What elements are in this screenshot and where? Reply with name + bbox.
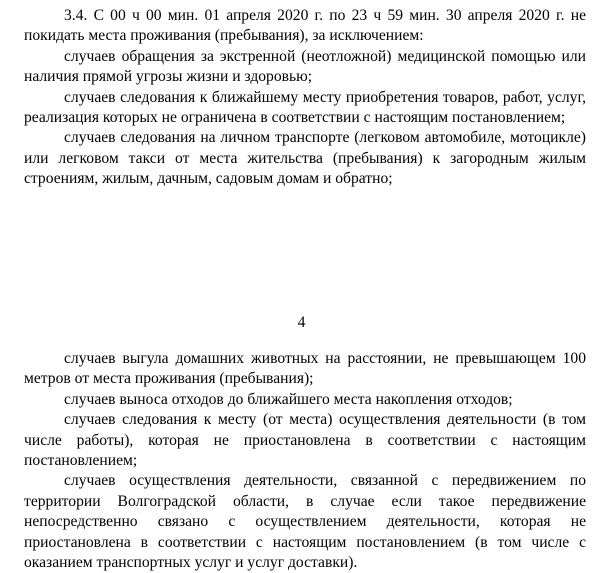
paragraph-activity-movement: случаев осуществления деятельности, связанной с передвижением по территории Волгоградской области, в случае если такое передвижение непосредственно связано с осуществлением деятельности, которая не приостановлена в соответствии с настоящим постановлением (в том числе с оказанием транспортных услуг и услуг доставки).	[24, 472, 586, 572]
paragraph-shopping: случаев следования к ближайшему месту приобретения товаров, работ, услуг, реализация которых не ограничена в соответствии с настоящим постановлением;	[24, 88, 586, 127]
lower-text-block	[24, 349, 586, 573]
page-number: 4	[297, 314, 306, 331]
paragraph-3-4-intro: 3.4. С 00 ч 00 мин. 01 апреля 2020 г. по 23 ч 59 мин. 30 апреля 2020 г. не покидать места проживания (пребывания), за исключением:	[24, 7, 586, 45]
paragraph-private-transport: случаев следования на личном транспорте (легковом автомобиле, мотоцикле) или легковом такси от места жительства (пребывания) к загородным жилым строениям, жилым, дачным, садовым домам и обратно;	[24, 129, 586, 188]
paragraph-pet-walking: случаев выгула домашних животных на расстоянии, не превышающем 100 метров от места проживания (пребывания);	[24, 350, 586, 388]
paragraph-waste-disposal: случаев выноса отходов до ближайшего места накопления отходов;	[64, 390, 513, 408]
upper-text-block	[24, 6, 586, 190]
paragraph-work-travel: случаев следования к месту (от места) осуществления деятельности (в том числе работы), которая не приостановлена в соответствии с настоящим постановлением;	[24, 411, 586, 470]
paragraph-medical-help: случаев обращения за экстренной (неотложной) медицинской помощью или наличия прямой угрозы жизни и здоровью;	[24, 47, 586, 86]
